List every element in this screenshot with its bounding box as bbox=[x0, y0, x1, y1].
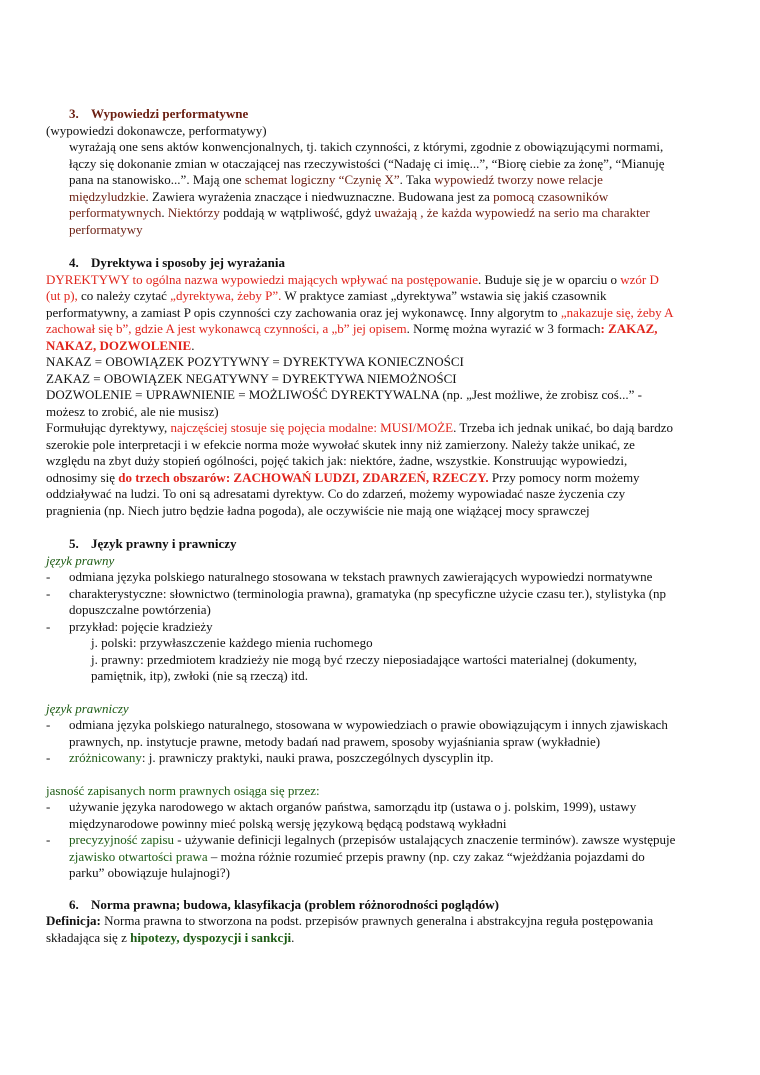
document-content bbox=[46, 106, 676, 946]
list-item: - używanie języka narodowego w aktach organów państwa, samorządu itp (ustawa o j. polskim, 1999), ustawy międzynarodowe powinny mieć polską wersję językową będącą podstawą wykładni bbox=[46, 799, 637, 831]
jezyk-prawniczy-label: język prawniczy bbox=[46, 700, 129, 716]
section-6-heading: 6. Norma prawna; budowa, klasyfikacja (problem różnorodności poglądów) bbox=[69, 896, 499, 912]
example-polish: j. polski: przywłaszczenie każdego mienia ruchomego bbox=[91, 635, 373, 650]
jasnosc-list bbox=[46, 799, 676, 882]
norm-line-zakaz: ZAKAZ = OBOWIĄZEK NEGATYWNY = DYREKTYWA NIEMOŻNOŚCI bbox=[46, 370, 457, 386]
list-item: - przykład: pojęcie kradzieży bbox=[46, 618, 213, 634]
jezyk-prawniczy-list bbox=[46, 717, 676, 767]
list-item: - zróżnicowany: j. prawniczy praktyki, nauki prawa, poszczególnych dyscyplin itp. bbox=[46, 750, 494, 765]
section-4-paragraph-1: DYREKTYWY to ogólna nazwa wypowiedzi mających wpływać na postępowanie. Buduje się je w oparciu o wzór D (ut p), co należy czytać „dyrektywa, żeby P”. W praktyce zamiast „dyrektywa” wstawia się jakiś czasownik performatywny, a zamiast P opis czynności czy zachowania oraz jej wykonawcę. Inny algorytm to „nakazuje się, żeby A zachował się b”, gdzie A jest wykonawcą czynności, a „b” jej opisem. Normę można wyrazić w 3 formach: ZAKAZ, NAKAZ, DOZWOLENIE. bbox=[46, 271, 673, 353]
list-item: - precyzyjność zapisu - używanie definicji legalnych (przepisów ustalających znaczenie terminów). zawsze występuje zjawisko otwartości prawa – można różnie rozumieć przepis prawny (np. czy zakaz “wjeżdżania pojazdami do parku” obowiązuje hulajnogi?) bbox=[46, 832, 676, 880]
norm-line-dozwolenie: DOZWOLENIE = UPRAWNIENIE = MOŻLIWOŚĆ DYREKTYWALNA (np. „Jest możliwe, że zrobisz coś...” - możesz to zrobić, ale nie musisz) bbox=[46, 387, 642, 419]
jezyk-prawny-list bbox=[46, 569, 676, 635]
list-item: - odmiana języka polskiego naturalnego, stosowana w wypowiedziach o prawie obowiązującym i innych zjawiskach prawnych, np. instytucje prawne, metody badań nad prawem, sposoby wyjaśniania spraw (wykładnie) bbox=[46, 717, 668, 749]
jasnosc-label: jasność zapisanych norm prawnych osiąga się przez: bbox=[46, 782, 320, 798]
section-4-paragraph-2: Formułując dyrektywy, najczęściej stosuje się pojęcia modalne: MUSI/MOŻE. Trzeba ich jednak unikać, bo dają bardzo szerokie pole interpretacji i w efekcie norma może wywołać skutek inny niż zamierzony. Należy także unikać, ze względu na zbyt duży stopień ogólności, pojęć takich jak: niektóre, żadne, wszystkie. Konstruując wypowiedzi, odnosimy się do trzech obszarów: ZACHOWAŃ LUDZI, ZDARZEŃ, RZECZY. Przy pomocy norm możemy oddziaływać na ludzi. To oni są adresatami dyrektyw. Co do zdarzeń, możemy wypowiadać nasze życzenia czy pragnienia (np. Niech jutro będzie ładna pogoda), ale oczywiście nie mają one wiążącej mocy sprawczej bbox=[46, 420, 673, 518]
list-item: - charakterystyczne: słownictwo (terminologia prawna), gramatyka (np specyficzne użycie czasu ter.), stylistyka (np dopuszczalne powtórzenia) bbox=[46, 585, 667, 617]
example-legal: j. prawny: przedmiotem kradzieży nie mogą być rzeczy nieposiadające wartości materialnej (dokumenty, pamiętnik, itp), zwłoki (nie są rzeczą) itd. bbox=[91, 651, 638, 683]
section-5-heading: 5. Język prawny i prawniczy bbox=[69, 536, 237, 551]
section-3-heading: 3. Wypowiedzi performatywne bbox=[69, 106, 249, 121]
section-3-subtitle: (wypowiedzi dokonawcze, performatywy) bbox=[46, 122, 267, 138]
section-4-heading: 4. Dyrektywa i sposoby jej wyrażania bbox=[69, 255, 286, 270]
jezyk-prawny-label: język prawny bbox=[46, 552, 115, 568]
norm-line-nakaz: NAKAZ = OBOWIĄZEK POZYTYWNY = DYREKTYWA KONIECZNOŚCI bbox=[46, 354, 464, 369]
section-3-paragraph: wyrażają one sens aktów konwencjonalnych, tj. takich czynności, z którymi, zgodnie z obowiązującymi normami, łączy się dokonanie zmian w otaczającej nas rzeczywistości (“Nadaję ci imię...”, “Biorę ciebie za żonę”, “Mianuję pana na stanowisko...”. Mają one schemat logiczny “Czynię X”. Taka wypowiedź tworzy nowe relacje międzyludzkie. Zawiera wyrażenia znaczące i niedwuznaczne. Budowana jest za pomocą czasowników performatywnych. Niektórzy poddają w wątpliwość, gdyż uważają , że każda wypowiedź na serio ma charakter performatywy bbox=[69, 139, 665, 237]
definition-paragraph: Definicja: Norma prawna to stworzona na podst. przepisów prawnych generalna i abstrakcyjna reguła postępowania składająca się z hipotezy, dyspozycji i sankcji. bbox=[46, 913, 654, 945]
list-item: - odmiana języka polskiego naturalnego stosowana w tekstach prawnych zawierających wypowiedzi normatywne bbox=[46, 569, 653, 584]
